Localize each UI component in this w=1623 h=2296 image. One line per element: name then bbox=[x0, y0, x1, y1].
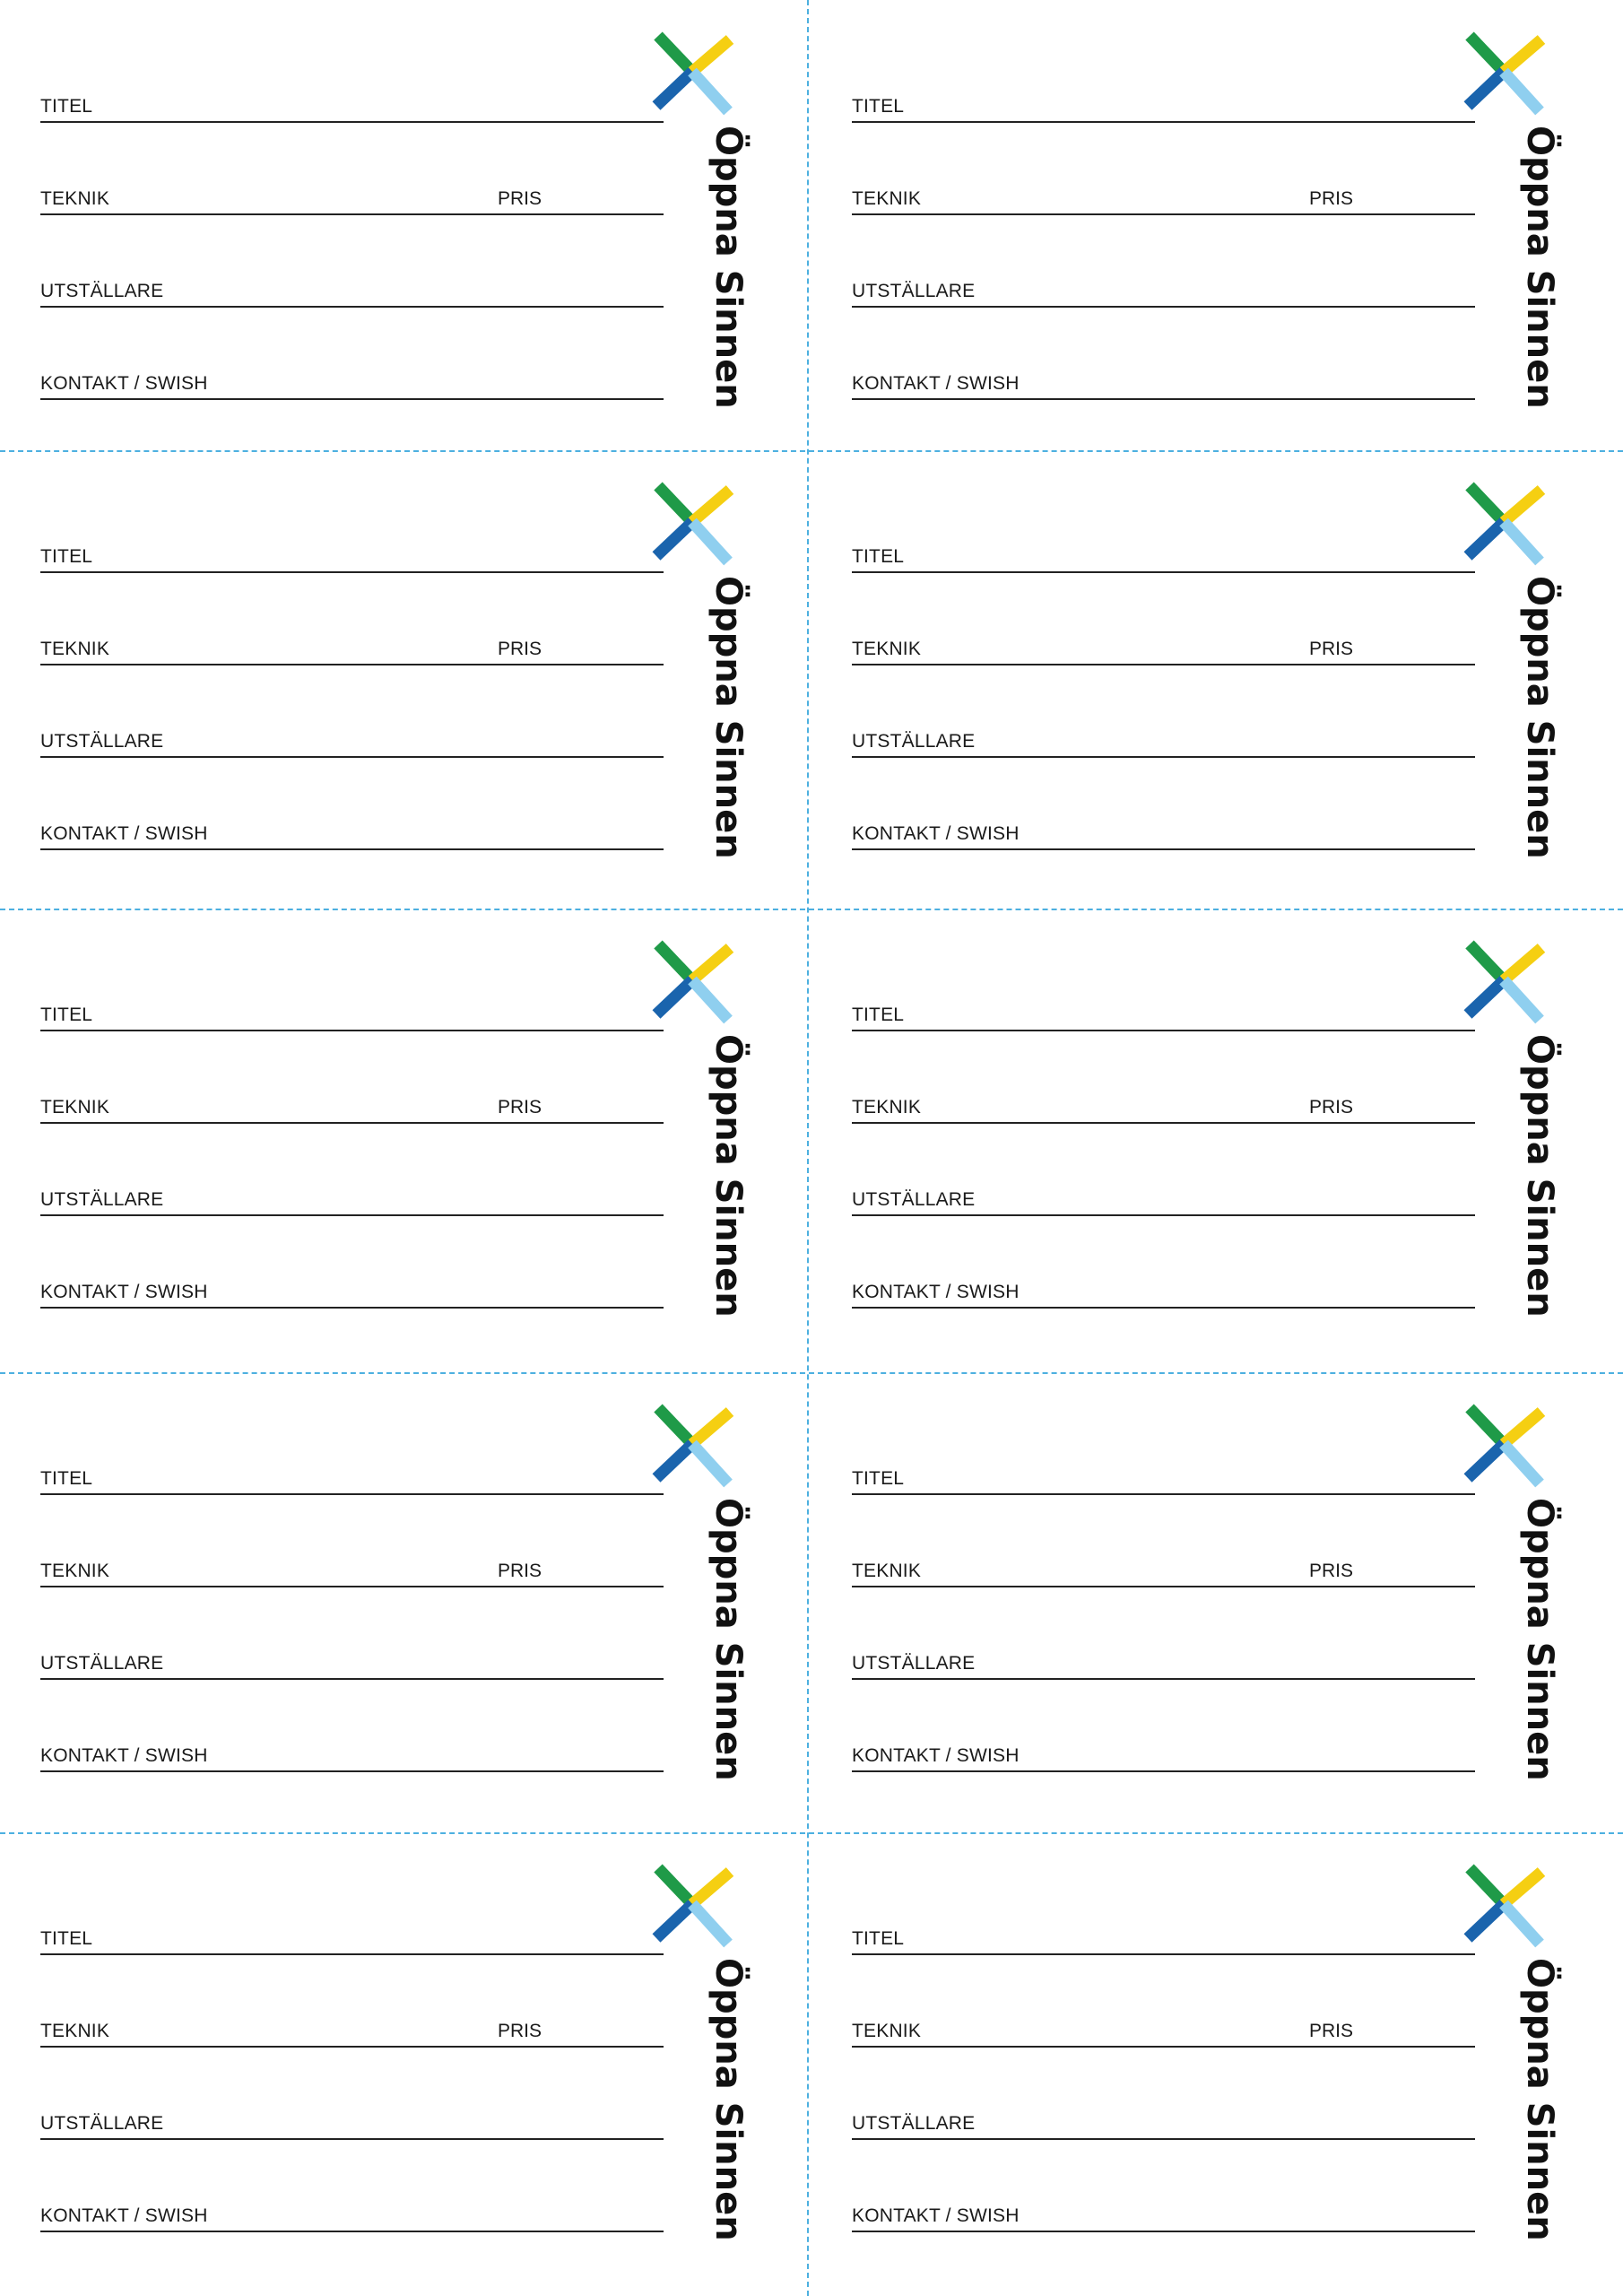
brand-name: Öppna Sinnen bbox=[1519, 576, 1560, 859]
utstallare-field[interactable] bbox=[852, 2111, 1475, 2204]
kontakt-label: KONTAKT / SWISH bbox=[852, 823, 1020, 844]
artwork-label-card bbox=[0, 450, 812, 908]
teknik-field[interactable] bbox=[852, 2019, 1475, 2111]
pris-label: PRIS bbox=[1309, 1097, 1354, 1118]
titel-line bbox=[852, 1493, 1475, 1495]
utstallare-field[interactable] bbox=[40, 729, 664, 822]
brand-name: Öppna Sinnen bbox=[707, 1034, 749, 1318]
titel-label: TITEL bbox=[40, 546, 93, 567]
kontakt-line bbox=[40, 2231, 664, 2232]
utstallare-label: UTSTÄLLARE bbox=[852, 731, 976, 752]
titel-label: TITEL bbox=[40, 96, 93, 117]
teknik-field[interactable] bbox=[852, 1095, 1475, 1187]
oppna-sinnen-logo-icon bbox=[1457, 25, 1556, 124]
brand-name: Öppna Sinnen bbox=[1519, 126, 1560, 409]
teknik-field[interactable] bbox=[40, 1095, 664, 1187]
artwork-label-card bbox=[0, 909, 812, 1366]
utstallare-field[interactable] bbox=[40, 1187, 664, 1280]
teknik-field[interactable] bbox=[40, 187, 664, 279]
titel-line bbox=[852, 1953, 1475, 1955]
teknik-label: TEKNIK bbox=[852, 639, 922, 659]
titel-field[interactable] bbox=[40, 1466, 664, 1559]
utstallare-line bbox=[852, 756, 1475, 758]
oppna-sinnen-logo-icon bbox=[1457, 1397, 1556, 1496]
utstallare-label: UTSTÄLLARE bbox=[40, 1653, 164, 1674]
pris-label: PRIS bbox=[1309, 2021, 1354, 2041]
brand-name: Öppna Sinnen bbox=[1519, 1498, 1560, 1781]
kontakt-label: KONTAKT / SWISH bbox=[852, 373, 1020, 394]
teknik-field[interactable] bbox=[40, 2019, 664, 2111]
oppna-sinnen-logo-icon bbox=[1457, 934, 1556, 1032]
utstallare-line bbox=[40, 1214, 664, 1216]
brand-name: Öppna Sinnen bbox=[707, 126, 749, 409]
teknik-pris-line bbox=[852, 1122, 1475, 1124]
kontakt-field[interactable] bbox=[852, 1280, 1475, 1372]
teknik-pris-line bbox=[40, 1586, 664, 1587]
titel-field[interactable] bbox=[852, 544, 1475, 637]
titel-field[interactable] bbox=[852, 1466, 1475, 1559]
utstallare-field[interactable] bbox=[852, 279, 1475, 371]
titel-line bbox=[852, 571, 1475, 573]
teknik-label: TEKNIK bbox=[852, 2021, 922, 2041]
artwork-label-card bbox=[812, 0, 1623, 457]
oppna-sinnen-logo-icon bbox=[646, 934, 744, 1032]
utstallare-line bbox=[40, 2138, 664, 2140]
kontakt-line bbox=[40, 1770, 664, 1772]
pris-label: PRIS bbox=[498, 2021, 542, 2041]
kontakt-line bbox=[40, 848, 664, 850]
titel-label: TITEL bbox=[40, 1928, 93, 1949]
kontakt-label: KONTAKT / SWISH bbox=[852, 1282, 1020, 1302]
teknik-label: TEKNIK bbox=[852, 1097, 922, 1118]
utstallare-label: UTSTÄLLARE bbox=[40, 281, 164, 301]
pris-label: PRIS bbox=[498, 1561, 542, 1581]
titel-field[interactable] bbox=[40, 544, 664, 637]
artwork-label-card bbox=[0, 1832, 812, 2290]
oppna-sinnen-logo-icon bbox=[1457, 1857, 1556, 1956]
kontakt-field[interactable] bbox=[852, 1744, 1475, 1836]
kontakt-field[interactable] bbox=[40, 1280, 664, 1372]
titel-field[interactable] bbox=[852, 1926, 1475, 2019]
teknik-pris-line bbox=[852, 664, 1475, 665]
titel-field[interactable] bbox=[40, 94, 664, 187]
utstallare-label: UTSTÄLLARE bbox=[852, 1189, 976, 1210]
kontakt-field[interactable] bbox=[852, 822, 1475, 914]
teknik-label: TEKNIK bbox=[40, 639, 110, 659]
teknik-pris-line bbox=[40, 213, 664, 215]
utstallare-field[interactable] bbox=[40, 279, 664, 371]
label-fields bbox=[852, 544, 1475, 914]
kontakt-line bbox=[852, 398, 1475, 400]
utstallare-label: UTSTÄLLARE bbox=[852, 2113, 976, 2134]
teknik-pris-line bbox=[40, 664, 664, 665]
utstallare-field[interactable] bbox=[852, 1651, 1475, 1744]
pris-label: PRIS bbox=[498, 639, 542, 659]
artwork-label-card bbox=[0, 1372, 812, 1830]
utstallare-line bbox=[40, 756, 664, 758]
utstallare-label: UTSTÄLLARE bbox=[40, 1189, 164, 1210]
kontakt-line bbox=[852, 848, 1475, 850]
kontakt-line bbox=[852, 1770, 1475, 1772]
titel-field[interactable] bbox=[40, 1926, 664, 2019]
kontakt-field[interactable] bbox=[40, 822, 664, 914]
kontakt-label: KONTAKT / SWISH bbox=[852, 1745, 1020, 1766]
utstallare-label: UTSTÄLLARE bbox=[40, 731, 164, 752]
teknik-field[interactable] bbox=[852, 637, 1475, 729]
artwork-label-card bbox=[812, 1372, 1623, 1830]
titel-label: TITEL bbox=[852, 1468, 905, 1489]
utstallare-field[interactable] bbox=[852, 729, 1475, 822]
kontakt-line bbox=[40, 398, 664, 400]
teknik-label: TEKNIK bbox=[852, 188, 922, 209]
kontakt-label: KONTAKT / SWISH bbox=[852, 2205, 1020, 2226]
brand-name: Öppna Sinnen bbox=[1519, 1034, 1560, 1318]
titel-line bbox=[40, 571, 664, 573]
brand-name: Öppna Sinnen bbox=[707, 576, 749, 859]
kontakt-field[interactable] bbox=[852, 2204, 1475, 2296]
artwork-label-card bbox=[812, 450, 1623, 908]
kontakt-label: KONTAKT / SWISH bbox=[40, 1282, 208, 1302]
utstallare-field[interactable] bbox=[40, 1651, 664, 1744]
pris-label: PRIS bbox=[498, 188, 542, 209]
artwork-label-card bbox=[812, 909, 1623, 1366]
label-fields bbox=[852, 1466, 1475, 1836]
pris-label: PRIS bbox=[1309, 188, 1354, 209]
titel-field[interactable] bbox=[40, 1003, 664, 1095]
teknik-label: TEKNIK bbox=[40, 188, 110, 209]
titel-label: TITEL bbox=[852, 546, 905, 567]
kontakt-line bbox=[40, 1307, 664, 1309]
label-fields bbox=[40, 1003, 664, 1372]
kontakt-label: KONTAKT / SWISH bbox=[40, 1745, 208, 1766]
teknik-field[interactable] bbox=[852, 1559, 1475, 1651]
brand-name: Öppna Sinnen bbox=[707, 1498, 749, 1781]
titel-label: TITEL bbox=[852, 1928, 905, 1949]
artwork-label-card bbox=[0, 0, 812, 457]
teknik-pris-line bbox=[852, 2046, 1475, 2048]
kontakt-label: KONTAKT / SWISH bbox=[40, 2205, 208, 2226]
utstallare-field[interactable] bbox=[852, 1187, 1475, 1280]
titel-field[interactable] bbox=[852, 1003, 1475, 1095]
label-fields bbox=[40, 94, 664, 464]
titel-label: TITEL bbox=[852, 1004, 905, 1025]
titel-label: TITEL bbox=[40, 1004, 93, 1025]
titel-line bbox=[40, 1030, 664, 1031]
titel-line bbox=[40, 1953, 664, 1955]
label-fields bbox=[40, 1926, 664, 2296]
brand-name: Öppna Sinnen bbox=[1519, 1958, 1560, 2241]
pris-label: PRIS bbox=[498, 1097, 542, 1118]
teknik-label: TEKNIK bbox=[852, 1561, 922, 1581]
label-fields bbox=[852, 1926, 1475, 2296]
utstallare-line bbox=[852, 306, 1475, 308]
titel-line bbox=[40, 121, 664, 123]
oppna-sinnen-logo-icon bbox=[646, 1857, 744, 1956]
teknik-pris-line bbox=[852, 213, 1475, 215]
pris-label: PRIS bbox=[1309, 1561, 1354, 1581]
teknik-label: TEKNIK bbox=[40, 1097, 110, 1118]
utstallare-label: UTSTÄLLARE bbox=[40, 2113, 164, 2134]
utstallare-label: UTSTÄLLARE bbox=[852, 1653, 976, 1674]
utstallare-line bbox=[852, 2138, 1475, 2140]
oppna-sinnen-logo-icon bbox=[646, 25, 744, 124]
titel-label: TITEL bbox=[852, 96, 905, 117]
kontakt-line bbox=[852, 1307, 1475, 1309]
utstallare-line bbox=[40, 1678, 664, 1680]
titel-line bbox=[852, 121, 1475, 123]
utstallare-line bbox=[852, 1214, 1475, 1216]
titel-line bbox=[852, 1030, 1475, 1031]
kontakt-label: KONTAKT / SWISH bbox=[40, 823, 208, 844]
utstallare-field[interactable] bbox=[40, 2111, 664, 2204]
brand-name: Öppna Sinnen bbox=[707, 1958, 749, 2241]
utstallare-line bbox=[40, 306, 664, 308]
pris-label: PRIS bbox=[1309, 639, 1354, 659]
kontakt-field[interactable] bbox=[40, 2204, 664, 2296]
oppna-sinnen-logo-icon bbox=[646, 1397, 744, 1496]
oppna-sinnen-logo-icon bbox=[1457, 475, 1556, 574]
teknik-field[interactable] bbox=[852, 187, 1475, 279]
teknik-pris-line bbox=[40, 1122, 664, 1124]
label-fields bbox=[852, 1003, 1475, 1372]
teknik-label: TEKNIK bbox=[40, 1561, 110, 1581]
titel-field[interactable] bbox=[852, 94, 1475, 187]
teknik-pris-line bbox=[852, 1586, 1475, 1587]
teknik-field[interactable] bbox=[40, 1559, 664, 1651]
utstallare-label: UTSTÄLLARE bbox=[852, 281, 976, 301]
kontakt-label: KONTAKT / SWISH bbox=[40, 373, 208, 394]
kontakt-line bbox=[852, 2231, 1475, 2232]
titel-label: TITEL bbox=[40, 1468, 93, 1489]
kontakt-field[interactable] bbox=[40, 1744, 664, 1836]
artwork-label-card bbox=[812, 1832, 1623, 2290]
titel-line bbox=[40, 1493, 664, 1495]
oppna-sinnen-logo-icon bbox=[646, 475, 744, 574]
label-fields bbox=[40, 544, 664, 914]
utstallare-line bbox=[852, 1678, 1475, 1680]
label-fields bbox=[40, 1466, 664, 1836]
label-fields bbox=[852, 94, 1475, 464]
teknik-label: TEKNIK bbox=[40, 2021, 110, 2041]
teknik-pris-line bbox=[40, 2046, 664, 2048]
teknik-field[interactable] bbox=[40, 637, 664, 729]
